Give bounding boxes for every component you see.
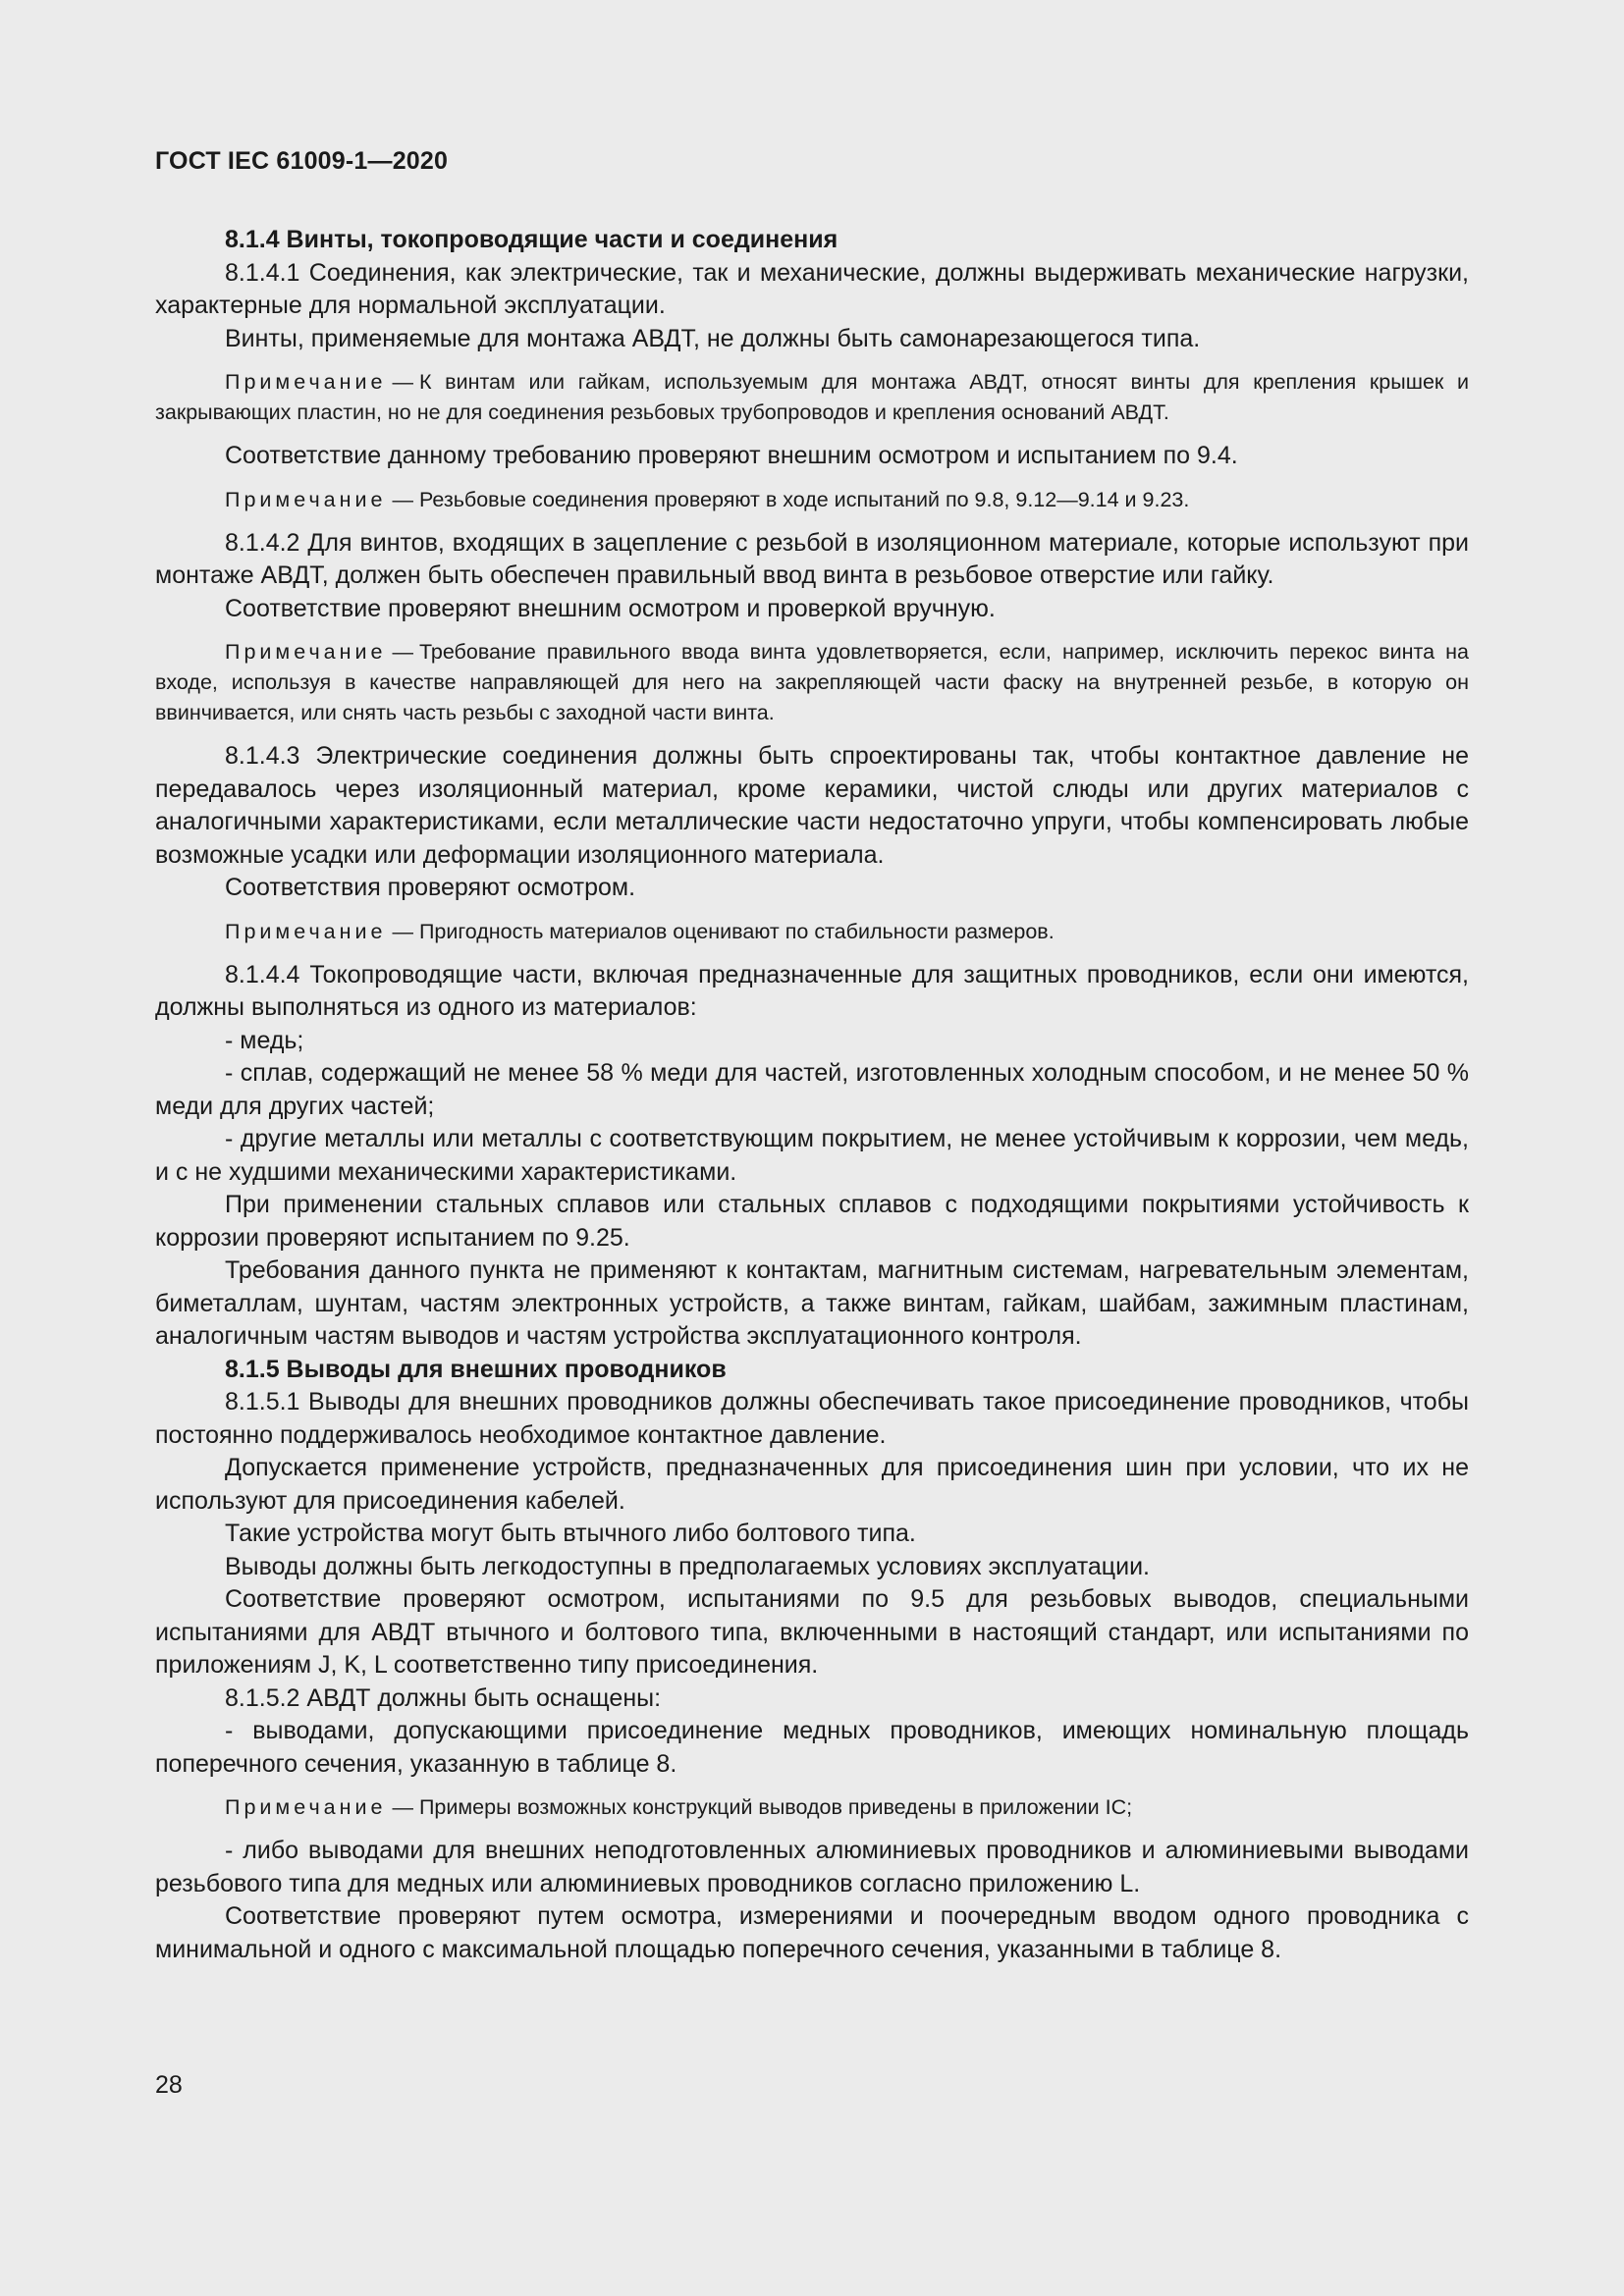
note-label: Примечание — [225, 487, 387, 511]
note-paragraph — [155, 917, 1469, 947]
section-heading: 8.1.5 Выводы для внешних проводников — [225, 1355, 727, 1383]
body-paragraph: Допускается применение устройств, предназначенных для присоединения шин при условии, что их не используют для присоединения кабелей. — [155, 1454, 1469, 1515]
body-paragraph: Соответствие проверяют путем осмотра, измерениями и поочередным вводом одного проводника с минимальной и одного с максимальной площадью поперечного сечения, указанными в таблице 8. — [155, 1902, 1469, 1963]
note-text: Примеры возможных конструкций выводов приведены в приложении IC; — [418, 1795, 1133, 1819]
note-paragraph — [155, 1792, 1469, 1823]
note-text: Требование правильного ввода винта удовлетворяется, если, например, исключить перекос винта на входе, используя в качестве направляющей для него на закрепляющей части фаску на внутренней резьбе, в которую он ввинчивается, или снять часть резьбы с заходной части винта. — [155, 640, 1469, 724]
body-paragraph: 8.1.4.1 Соединения, как электрические, так и механические, должны выдерживать механические нагрузки, характерные для нормальной эксплуатации. — [155, 258, 1469, 319]
body-paragraph: Соответствие проверяют внешним осмотром и проверкой вручную. — [225, 594, 996, 622]
body-paragraph: - сплав, содержащий не менее 58 % меди для частей, изготовленных холодным способом, и не менее 50 % меди для других частей; — [155, 1059, 1469, 1120]
body-paragraph: 8.1.4.3 Электрические соединения должны быть спроектированы так, чтобы контактное давление не передавалось через изоляционный материал, кроме керамики, чистой слюды или других материалов с аналогичными характеристиками, если металлические части недостаточно упруги, чтобы компенсировать любые возможные усадки или деформации изоляционного материала. — [155, 742, 1469, 869]
note-label: Примечание — [225, 640, 387, 664]
body-paragraph: Такие устройства могут быть втычного либо болтового типа. — [225, 1520, 916, 1547]
body-paragraph: Соответствие данному требованию проверяют внешним осмотром и испытанием по 9.4. — [225, 442, 1238, 469]
body-paragraph: Требования данного пункта не применяют к контактам, магнитным системам, нагревательным элементам, биметаллам, шунтам, частям электронных устройств, а также винтам, гайкам, шайбам, зажимным пластинам, аналогичным частям выводов и частям устройства эксплуатационного контроля. — [155, 1256, 1469, 1350]
body-paragraph: - выводами, допускающими присоединение медных проводников, имеющих номинальную площадь поперечного сечения, указанную в таблице 8. — [155, 1717, 1469, 1778]
body-paragraph: Выводы должны быть легкодоступны в предполагаемых условиях эксплуатации. — [225, 1552, 1150, 1580]
note-dash: — — [392, 1795, 413, 1819]
note-paragraph — [155, 485, 1469, 515]
body-paragraph: - либо выводами для внешних неподготовленных алюминиевых проводников и алюминиевыми выводами резьбового типа для медных или алюминиевых проводников согласно приложению L. — [155, 1837, 1469, 1897]
note-dash: — — [392, 919, 413, 943]
note-label: Примечание — [225, 919, 387, 943]
body-paragraph: - медь; — [225, 1026, 304, 1054]
note-label: Примечание — [225, 370, 387, 394]
section-heading: 8.1.4 Винты, токопроводящие части и соединения — [225, 226, 839, 253]
note-text: Резьбовые соединения проверяют в ходе испытаний по 9.8, 9.12—9.14 и 9.23. — [418, 487, 1190, 511]
body-paragraph: 8.1.5.1 Выводы для внешних проводников должны обеспечивать такое присоединение проводников, чтобы постоянно поддерживалось необходимое контактное давление. — [155, 1388, 1469, 1449]
note-paragraph — [155, 637, 1469, 728]
document-body — [155, 224, 1469, 1966]
note-text: К винтам или гайкам, используемым для монтажа АВДТ, относят винты для крепления крышек и закрывающих пластин, но не для соединения резьбовых трубопроводов и крепления оснований АВДТ. — [155, 370, 1469, 424]
page-number: 28 — [155, 2071, 183, 2099]
body-paragraph: Соответствие проверяют осмотром, испытаниями по 9.5 для резьбовых выводов, специальными испытаниями для АВДТ втычного и болтового типа, включенными в настоящий стандарт, или испытаниями по приложениям J, K, L соответственно типу присоединения. — [155, 1585, 1469, 1679]
note-dash: — — [392, 370, 413, 394]
note-paragraph — [155, 367, 1469, 428]
note-dash: — — [392, 487, 413, 511]
body-paragraph: 8.1.4.2 Для винтов, входящих в зацепление с резьбой в изоляционном материале, которые используют при монтаже АВДТ, должен быть обеспечен правильный ввод винта в резьбовое отверстие или гайку. — [155, 528, 1469, 589]
note-dash: — — [392, 640, 413, 664]
body-paragraph: 8.1.4.4 Токопроводящие части, включая предназначенные для защитных проводников, если они имеются, должны выполняться из одного из материалов: — [155, 960, 1469, 1021]
body-paragraph: При применении стальных сплавов или стальных сплавов с подходящими покрытиями устойчивость к коррозии проверяют испытанием по 9.25. — [155, 1191, 1469, 1252]
note-label: Примечание — [225, 1795, 387, 1819]
body-paragraph: Винты, применяемые для монтажа АВДТ, не должны быть самонарезающегося типа. — [225, 324, 1201, 352]
document-header: ГОСТ IEC 61009-1—2020 — [155, 147, 449, 175]
body-paragraph: - другие металлы или металлы с соответствующим покрытием, не менее устойчивым к коррозии, чем медь, и с не худшими механическими характеристиками. — [155, 1125, 1469, 1186]
body-paragraph: 8.1.5.2 АВДТ должны быть оснащены: — [225, 1683, 662, 1712]
body-paragraph: Соответствия проверяют осмотром. — [225, 874, 636, 901]
note-text: Пригодность материалов оценивают по стабильности размеров. — [418, 919, 1055, 943]
